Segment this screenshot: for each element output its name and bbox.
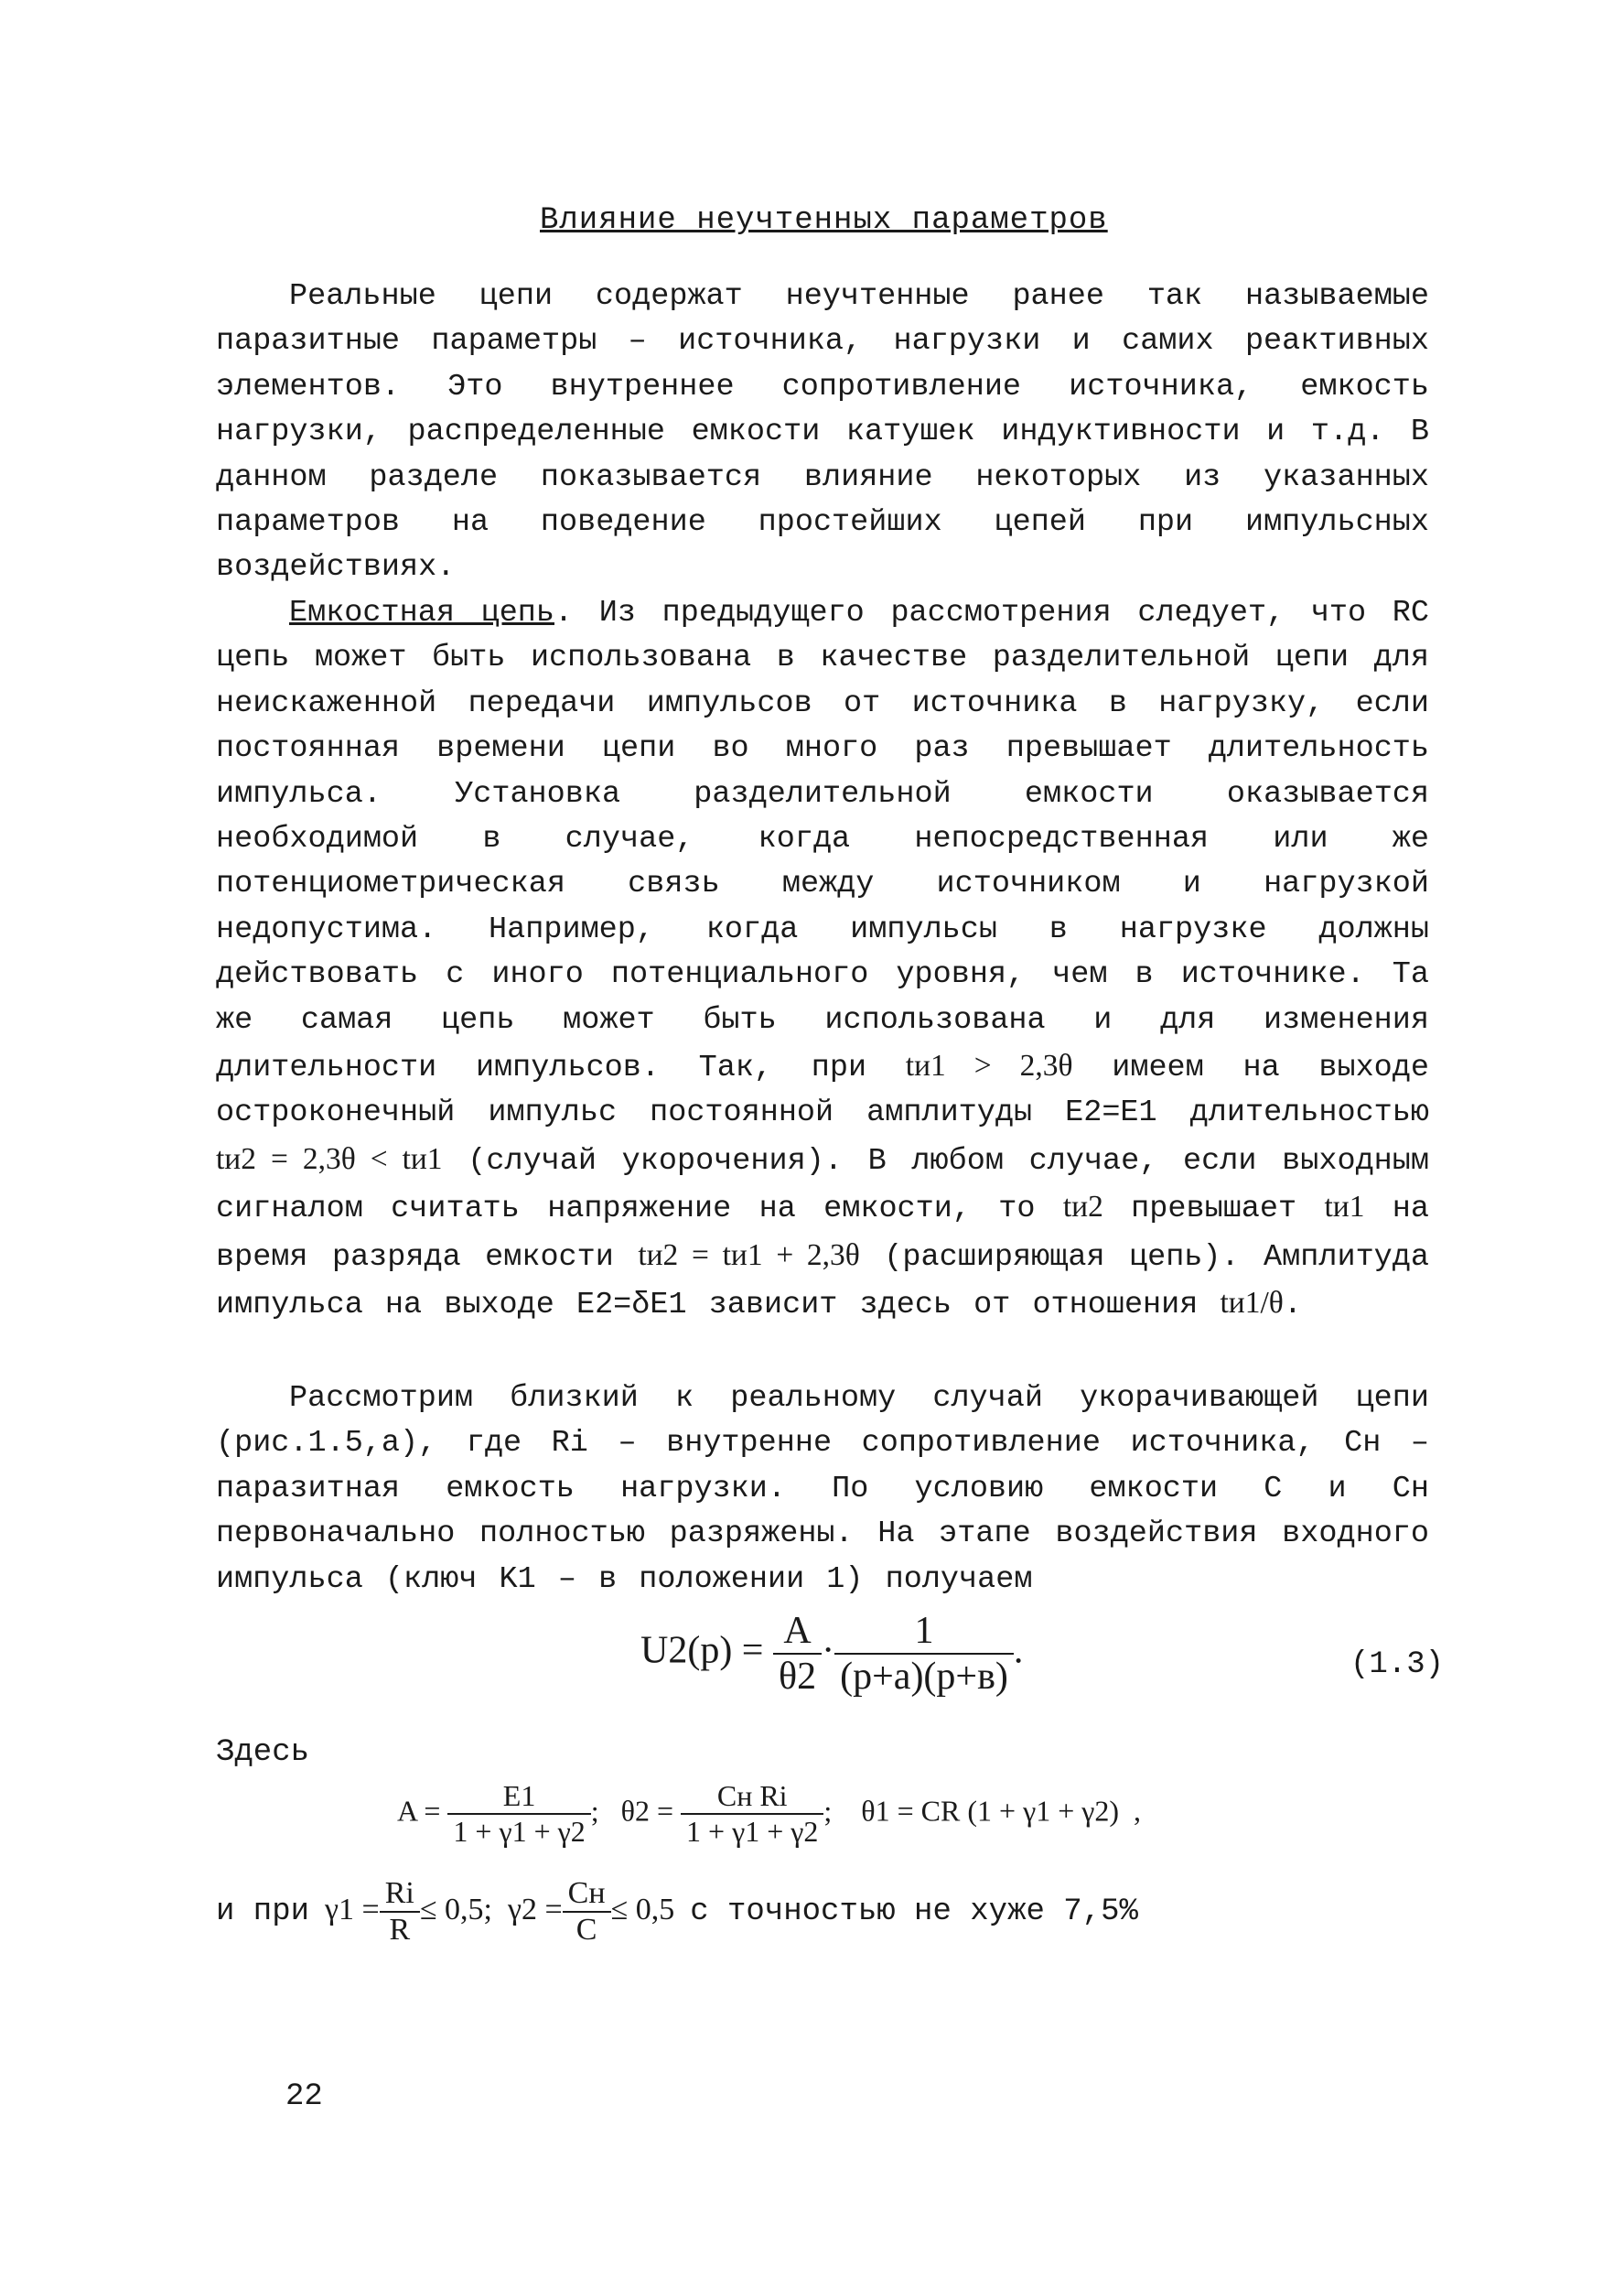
eq-den: θ2	[779, 1656, 817, 1698]
eq-lhs: U2(p) =	[640, 1629, 764, 1672]
paragraph-shortening-circuit: Рассмотрим близкий к реальному случай укорачивающей цепи (рис.1.5,а), где Ri – внутренне сопротивление источника, Cн – паразитная емкость нагрузки. По условию емкости C и Cн первоначально полностью разряжены. На этапе воздействия входного импульса (ключ K1 – в положении 1) получаем	[216, 1381, 1429, 1597]
def-theta2-lhs: θ2 =	[620, 1794, 674, 1828]
cond-den: C	[575, 1913, 597, 1947]
def-theta2-fraction	[681, 1779, 823, 1849]
def-sep: ;	[823, 1794, 833, 1828]
cond-prefix: и при	[216, 1894, 310, 1929]
cond-den: R	[389, 1913, 411, 1947]
cond-g1-lhs: γ1 =	[325, 1892, 380, 1926]
inline-math: tи2 = 2,3θ < tи1	[216, 1141, 443, 1176]
cond-g2-rhs: ≤ 0,5	[610, 1892, 675, 1926]
text-run: . Из предыдущего рассмотрения следует, что RC цепь может быть использована в качестве разделительной цепи для неискаженной передачи импульсов от источника в нагрузку, если постоянная времени цепи во много раз превышает длительность импульса. Установка разделительной емкости оказывается необходимой в случае, когда непосредственная или же потенциометрическая связь между источником и нагрузкой недопустима. Например, когда импульсы в нагрузке должны действовать с иного потенциального уровня, чем в источнике. Та же самая цепь может быть использована и для изменения длительности импульсов. Так, при	[216, 596, 1429, 1086]
inline-math: tи1/θ	[1220, 1286, 1284, 1321]
section-heading: Влияние неучтенных параметров	[540, 203, 1108, 238]
inline-math: tи1 > 2,3θ	[905, 1049, 1073, 1084]
def-a-fraction	[447, 1779, 590, 1849]
cond-g2-fraction	[563, 1876, 611, 1948]
text-run: превышает	[1102, 1192, 1325, 1227]
text-run: на время разряда емкости	[216, 1192, 1429, 1275]
cond-num: Ri	[380, 1876, 420, 1913]
text-run: (расширяющая цепь). Амплитуда импульса на выходе E2=δE1 зависит здесь от отношения	[216, 1239, 1429, 1323]
eq-num: A	[773, 1609, 822, 1655]
def-num: Cн Ri	[681, 1779, 823, 1815]
subsection-lead: Емкостная цепь	[289, 596, 555, 631]
condition-line	[216, 1876, 1138, 1948]
eq-end: .	[1013, 1629, 1024, 1672]
eq-den: (p+a)(p+в)	[840, 1656, 1008, 1698]
inline-math: tи2 = tи1 + 2,3θ	[638, 1237, 860, 1272]
eq-fraction-a	[773, 1609, 822, 1699]
eq-dot: ·	[822, 1629, 835, 1672]
cond-g2-lhs: γ2 =	[507, 1892, 563, 1926]
cond-num: Cн	[563, 1876, 611, 1913]
eq-fraction-b	[834, 1609, 1014, 1699]
page-number: 22	[285, 2079, 323, 2114]
definitions-formula	[397, 1779, 1141, 1849]
inline-math: tи1	[1324, 1190, 1365, 1225]
paragraph-parasitic-params: Реальные цепи содержат неучтенные ранее так называемые паразитные параметры – источника, нагрузки и самих реактивных элементов. Это внутреннее сопротивление источника, емкость нагрузки, распределенные емкости катушек индуктивности и т.д. В данном разделе показывается влияние некоторых из указанных параметров на поведение простейших цепей при импульсных воздействиях.	[216, 279, 1429, 586]
cond-g1-fraction	[380, 1876, 420, 1948]
def-den: 1 + γ1 + γ2	[686, 1815, 819, 1848]
def-sep: ;	[590, 1794, 599, 1828]
def-a-lhs: A =	[397, 1794, 441, 1828]
cond-suffix: с точностью не хуже 7,5%	[690, 1894, 1138, 1929]
def-num: E1	[447, 1779, 590, 1815]
cond-g1-rhs: ≤ 0,5;	[419, 1892, 492, 1926]
eq-num: 1	[834, 1609, 1014, 1655]
equation-1-3	[640, 1609, 1023, 1699]
equation-number: (1.3)	[1350, 1647, 1445, 1682]
def-den: 1 + γ1 + γ2	[453, 1815, 586, 1848]
inline-math: tи2	[1062, 1190, 1103, 1225]
text-run: имеем на выходе остроконечный импульс постоянной амплитуды E2=E1 длительностью	[216, 1051, 1429, 1131]
def-comma: ,	[1134, 1794, 1142, 1828]
def-theta1: θ1 = CR (1 + γ1 + γ2)	[861, 1794, 1120, 1828]
paragraph-capacitive-circuit	[216, 591, 1429, 1329]
here-label: Здесь	[216, 1735, 310, 1770]
text-run: (случай укорочения). В любом случае, если выходным сигналом считать напряжение на емкости, то	[216, 1143, 1429, 1227]
text-run: .	[1283, 1288, 1302, 1323]
